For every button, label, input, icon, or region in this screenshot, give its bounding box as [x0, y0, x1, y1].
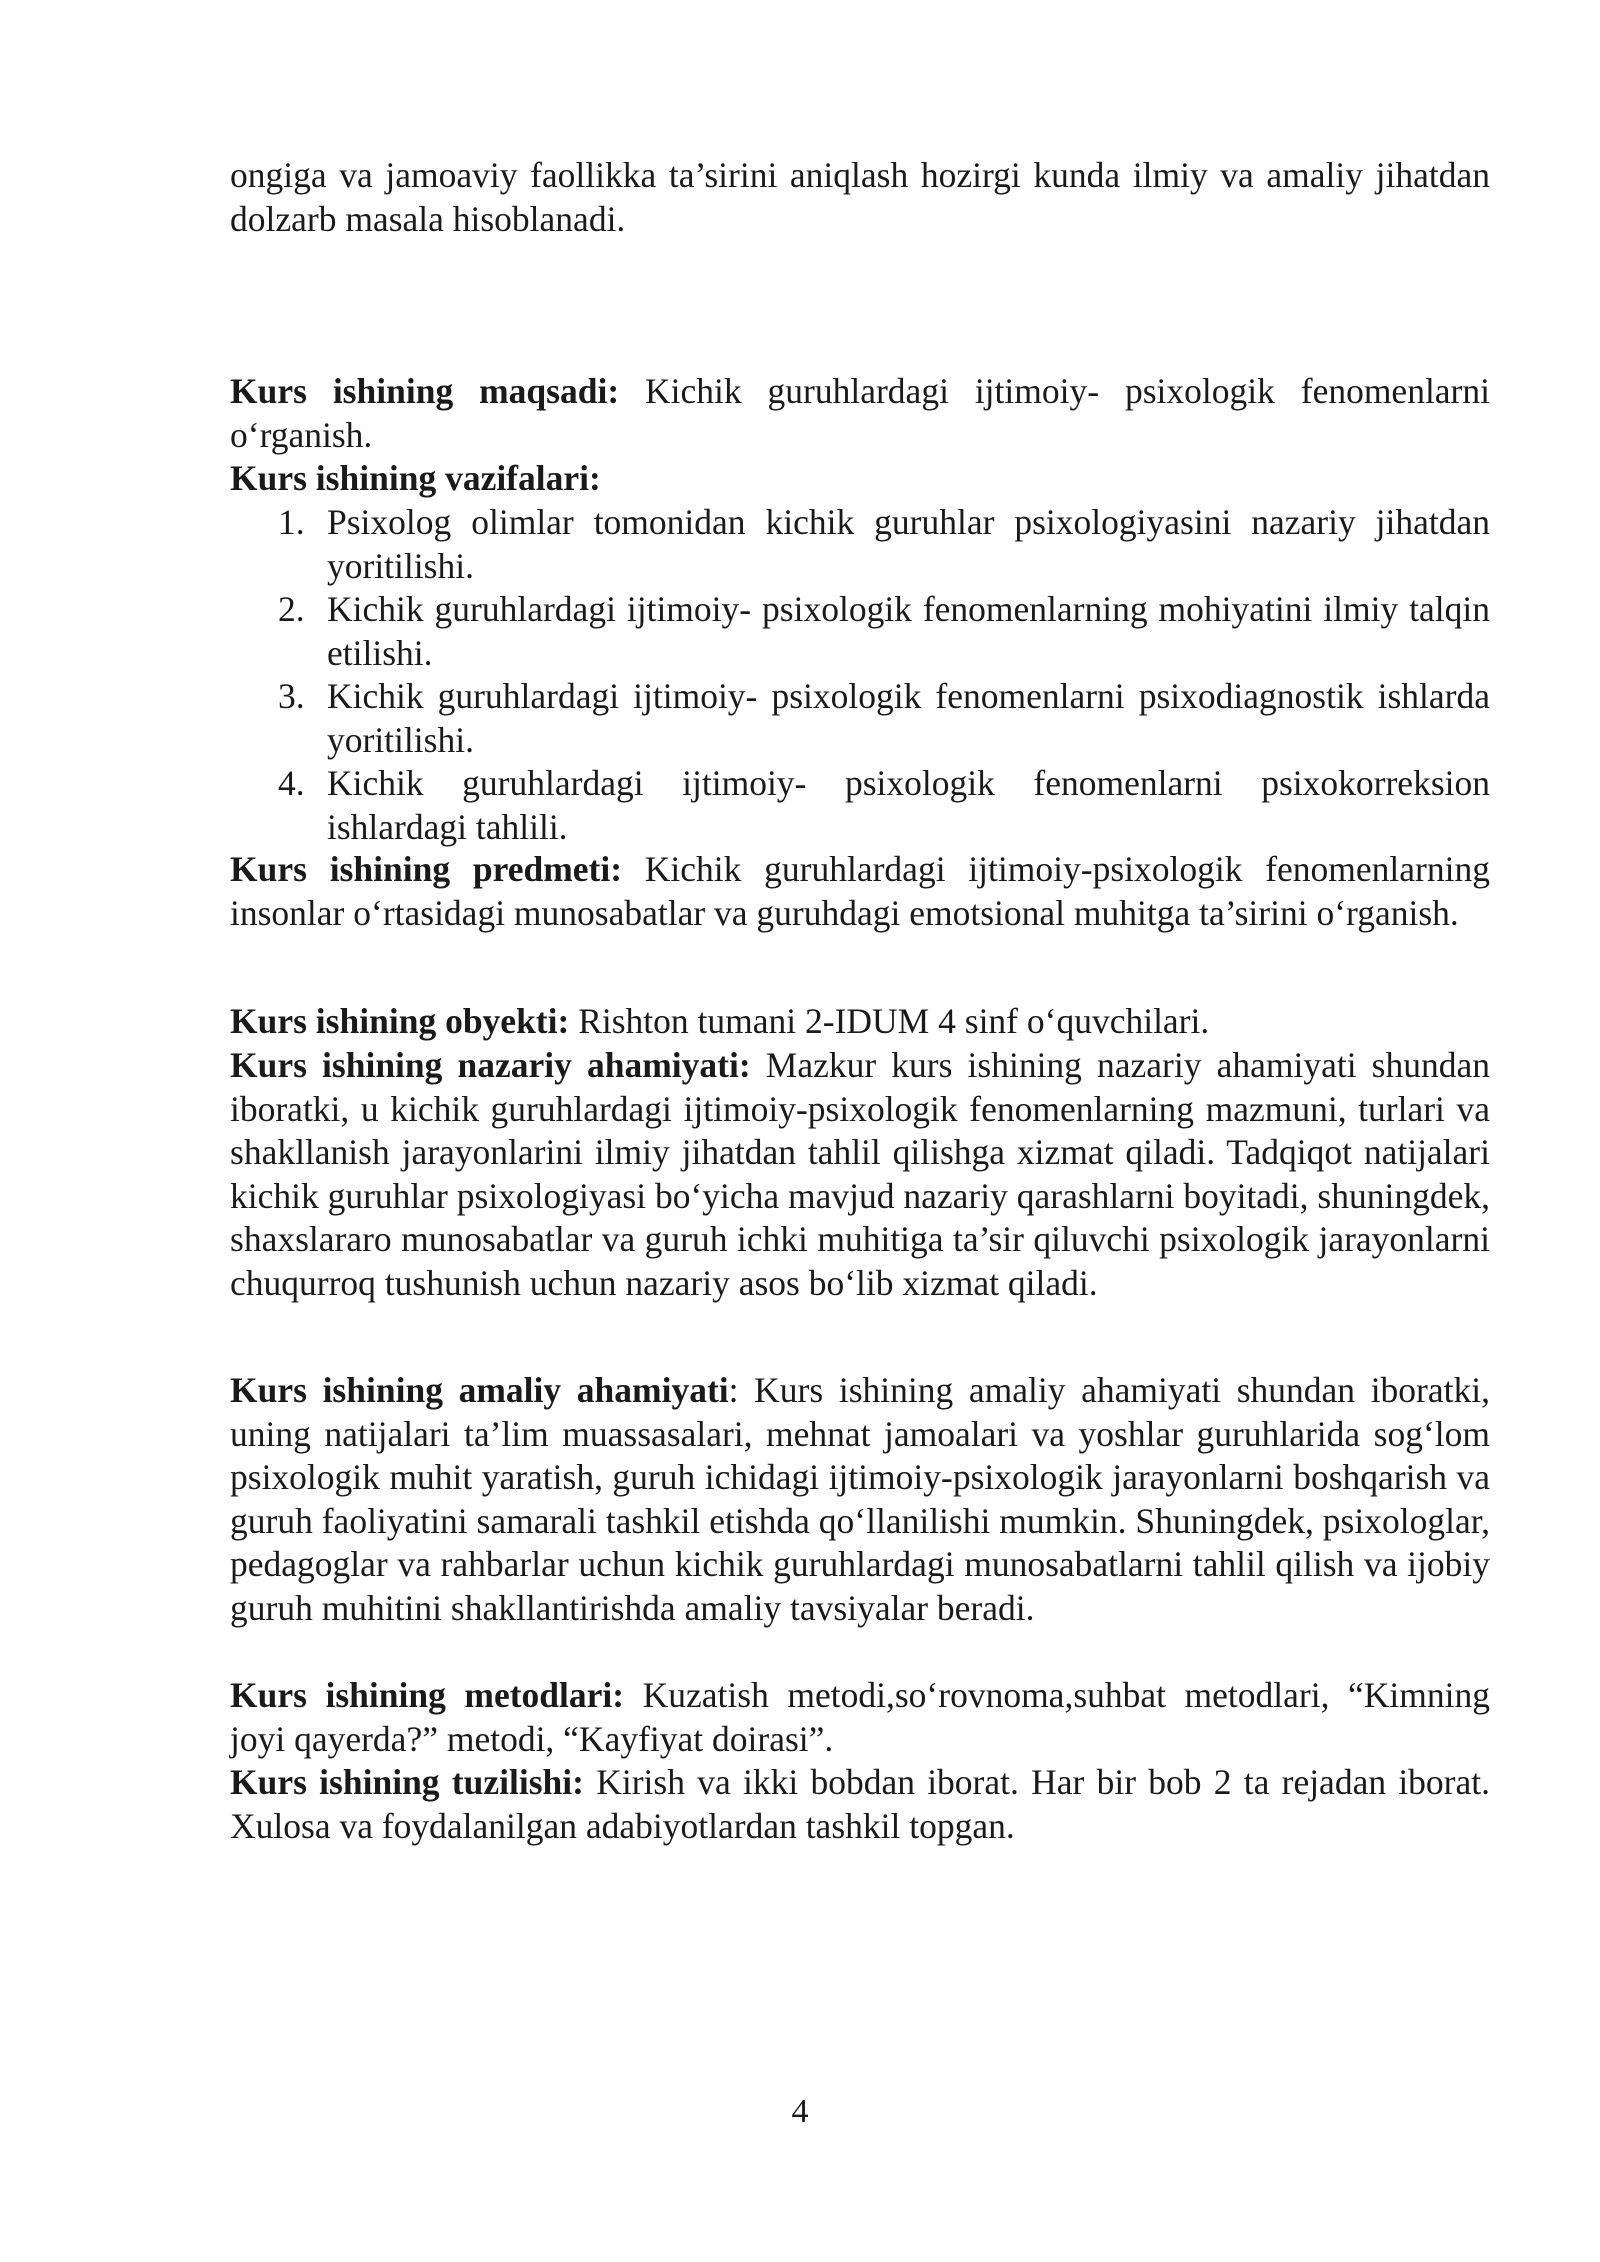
- methods-label: Kurs ishining metodlari:: [230, 1675, 625, 1715]
- goal-label: Kurs ishining maqsadi:: [230, 371, 620, 411]
- object-label: Kurs ishining obyekti:: [230, 1001, 570, 1041]
- practice-text: : Kurs ishining amaliy ahamiyati shundan iboratki, uning natijalari ta’lim muassasalari, mehnat jamoalari va yoshlar guruhlarida sog‘lom psixologik muhit yaratish, guruh ichidagi ijtimoiy-psixologik jarayonlarni boshqarish va guruh faoliyatini samarali tashkil etishda qo‘llanilishi mumkin. Shuningdek, psixologlar, pedagoglar va rahbarlar uchun kichik guruhlardagi munosabatlarni tahlil qilish va ijobiy guruh muhitini shakllantirishda amaliy tavsiyalar beradi.: [230, 1370, 1490, 1628]
- intro-paragraph: ongiga va jamoaviy faollikka ta’sirini aniqlash hozirgi kunda ilmiy va amaliy jihatdan dolzarb masala hisoblanadi.: [230, 155, 1490, 239]
- theory-paragraph: [230, 1044, 1490, 1305]
- list-number: 3.: [278, 676, 305, 716]
- subject-paragraph: [230, 848, 1490, 935]
- tasks-heading: Kurs ishining vazifalari:: [230, 458, 601, 498]
- list-item: [230, 762, 1490, 849]
- subject-label: Kurs ishining predmeti:: [230, 849, 623, 889]
- goal-text: Kichik guruhlardagi ijtimoiy- psixologik fenomenlarni o‘rganish.: [230, 371, 1490, 455]
- practice-paragraph: [230, 1369, 1490, 1630]
- methods-text: Kuzatish metodi,so‘rovnoma,suhbat metodlari, “Kimning joyi qayerda?” metodi, “Kayfiyat doirasi”.: [230, 1675, 1490, 1759]
- structure-text: Kirish va ikki bobdan iborat. Har bir bob 2 ta rejadan iborat. Xulosa va foydalanilgan adabiyotlardan tashkil topgan.: [230, 1762, 1491, 1846]
- tasks-list: [230, 501, 1490, 849]
- list-number: 2.: [278, 589, 305, 629]
- object-text: Rishton tumani 2-IDUM 4 sinf o‘quvchilari.: [569, 1001, 1210, 1041]
- structure-paragraph: [230, 1761, 1490, 1848]
- list-item-text: Psixolog olimlar tomonidan kichik guruhlar psixologiyasini nazariy jihatdan yoritilishi.: [327, 502, 1490, 586]
- methods-paragraph: [230, 1674, 1490, 1761]
- object-paragraph: [230, 1000, 1490, 1044]
- list-item: [230, 675, 1490, 762]
- goal-paragraph: [230, 370, 1490, 457]
- page-number: 4: [791, 2093, 809, 2130]
- list-item-text: Kichik guruhlardagi ijtimoiy- psixologik fenomenlarni psixodiagnostik ishlarda yoritilishi.: [327, 676, 1490, 760]
- list-number: 1.: [278, 502, 305, 542]
- practice-label: Kurs ishining amaliy ahamiyati: [230, 1370, 729, 1410]
- structure-label: Kurs ishining tuzilishi:: [230, 1762, 584, 1802]
- list-item-text: Kichik guruhlardagi ijtimoiy- psixologik fenomenlarni psixokorreksion ishlardagi tahlili.: [327, 763, 1490, 847]
- theory-label: Kurs ishining nazariy ahamiyati:: [230, 1045, 751, 1085]
- subject-text: Kichik guruhlardagi ijtimoiy-psixologik fenomenlarning insonlar o‘rtasidagi munosabatlar va guruhdagi emotsional muhitga ta’sirini o‘rganish.: [230, 849, 1490, 933]
- theory-text: Mazkur kurs ishining nazariy ahamiyati shundan iboratki, u kichik guruhlardagi ijtimoiy-psixologik fenomenlarning mazmuni, turlari va shakllanish jarayonlarini ilmiy jihatdan tahlil qilishga xizmat qiladi. Tadqiqot natijalari kichik guruhlar psixologiyasi bo‘yicha mavjud nazariy qarashlarni boyitadi, shuningdek, shaxslararo munosabatlar va guruh ichki muhitiga ta’sir qiluvchi psixologik jarayonlarni chuqurroq tushunish uchun nazariy asos bo‘lib xizmat qiladi.: [230, 1045, 1490, 1303]
- list-item: [230, 501, 1490, 588]
- list-item-text: Kichik guruhlardagi ijtimoiy- psixologik fenomenlarning mohiyatini ilmiy talqin etilishi.: [327, 589, 1490, 673]
- list-number: 4.: [278, 763, 305, 803]
- list-item: [230, 588, 1490, 675]
